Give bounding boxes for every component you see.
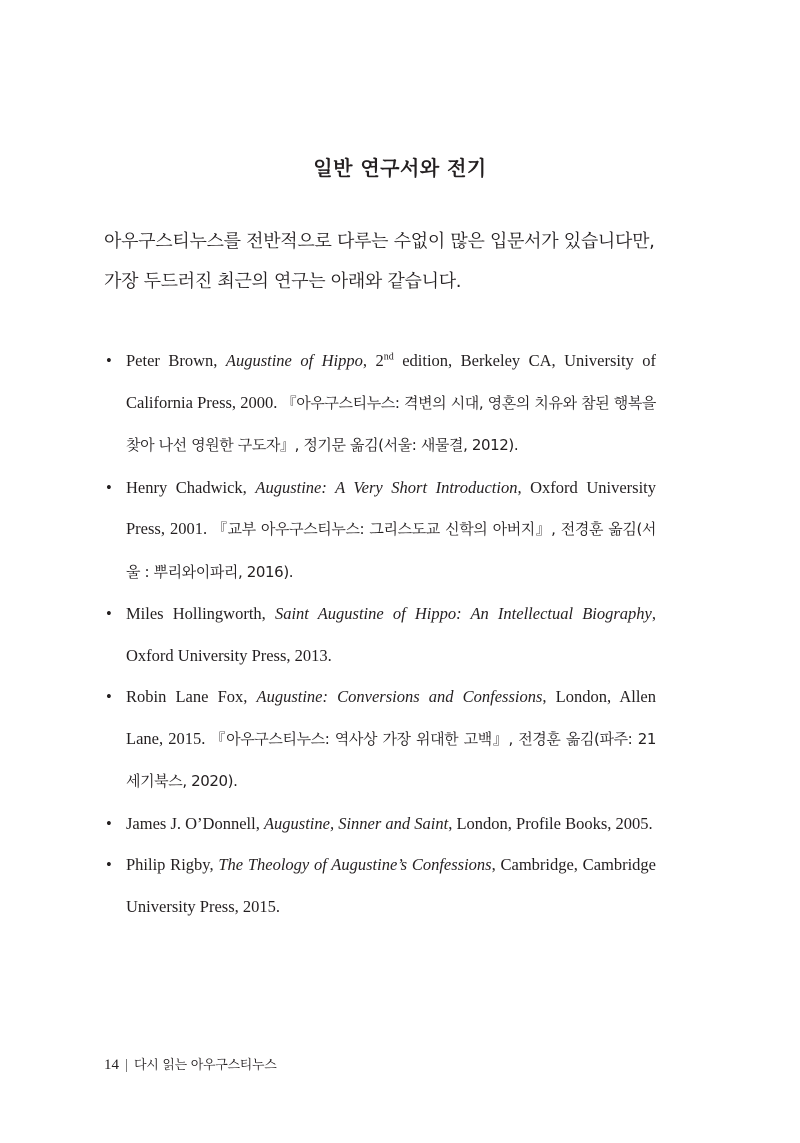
entry-author: Peter Brown, xyxy=(126,351,226,370)
bullet-icon: • xyxy=(106,604,112,623)
entry-korean-translation: 『교부 아우구스티누스: 그리스도교 신학의 아버지』, 전경훈 옮김(서울 : 뿌리와이파리, 2016). xyxy=(126,520,656,581)
entry-author: Robin Lane Fox, xyxy=(126,687,257,706)
bibliography-list xyxy=(104,340,656,927)
bullet-icon: • xyxy=(106,813,112,833)
entry-title: Augustine, Sinner and Saint xyxy=(263,813,449,833)
entry-author: Miles Hollingworth, xyxy=(126,604,275,623)
page-number: 14 xyxy=(104,1057,119,1073)
bibliography-item xyxy=(104,676,656,803)
entry-title: Augustine: Conversions and Confessions xyxy=(256,687,543,706)
entry-details: , London, Allen Lane, 2015. xyxy=(126,687,656,748)
entry-korean-translation: 『아우구스티누스: 역사상 가장 위대한 고백』, 전경훈 옮김(파주: 21세기북스, 2020). xyxy=(126,729,656,790)
intro-paragraph: 아우구스티누스를 전반적으로 다루는 수없이 많은 입문서가 있습니다만, 가장 두드러진 최근의 연구는 아래와 같습니다. xyxy=(104,231,655,292)
bibliography-item xyxy=(104,593,656,676)
entry-details: , Oxford University Press, 2001. xyxy=(126,477,656,538)
entry-author: Henry Chadwick, xyxy=(126,477,256,497)
page-title: 일반 연구서와 전기 xyxy=(313,156,487,181)
entry-title: Augustine: A Very Short Introduction xyxy=(255,477,518,497)
entry-details: , London, Profile Books, 2005. xyxy=(448,813,653,833)
entry-title: Saint Augustine of Hippo: An Intellectual Biography xyxy=(274,604,652,623)
bullet-icon: • xyxy=(106,477,112,497)
running-book-title: 다시 읽는 아우구스티누스 xyxy=(134,1058,277,1073)
bibliography-item xyxy=(104,467,656,594)
entry-author: Philip Rigby, xyxy=(126,855,219,874)
entry-mid: , 2 xyxy=(362,351,384,370)
bullet-icon: • xyxy=(106,855,112,874)
entry-korean-translation: 『아우구스티누스: 격변의 시대, 영혼의 치유와 참된 행복을 찾아 나선 영원한 구도자』, 정기문 옮김(서울: 새물결, 2012). xyxy=(126,393,656,454)
bibliography-item xyxy=(104,844,656,927)
entry-author: James J. O’Donnell, xyxy=(126,813,264,833)
bullet-icon: • xyxy=(106,687,112,706)
entry-details: , Oxford University Press, 2013. xyxy=(126,604,656,665)
entry-title: The Theology of Augustine’s Confessions xyxy=(218,855,492,874)
entry-superscript: nd xyxy=(383,351,394,363)
bullet-icon: • xyxy=(106,351,112,370)
bibliography-item xyxy=(104,803,656,845)
footer-separator: | xyxy=(125,1057,129,1073)
entry-details: , Cambridge, Cambridge University Press, 2015. xyxy=(126,855,656,916)
entry-details: edition, Berkeley CA, University of California Press, 2000. xyxy=(126,351,657,412)
bibliography-item xyxy=(104,340,656,467)
entry-title: Augustine of Hippo xyxy=(225,351,363,370)
page-footer xyxy=(104,1055,277,1076)
